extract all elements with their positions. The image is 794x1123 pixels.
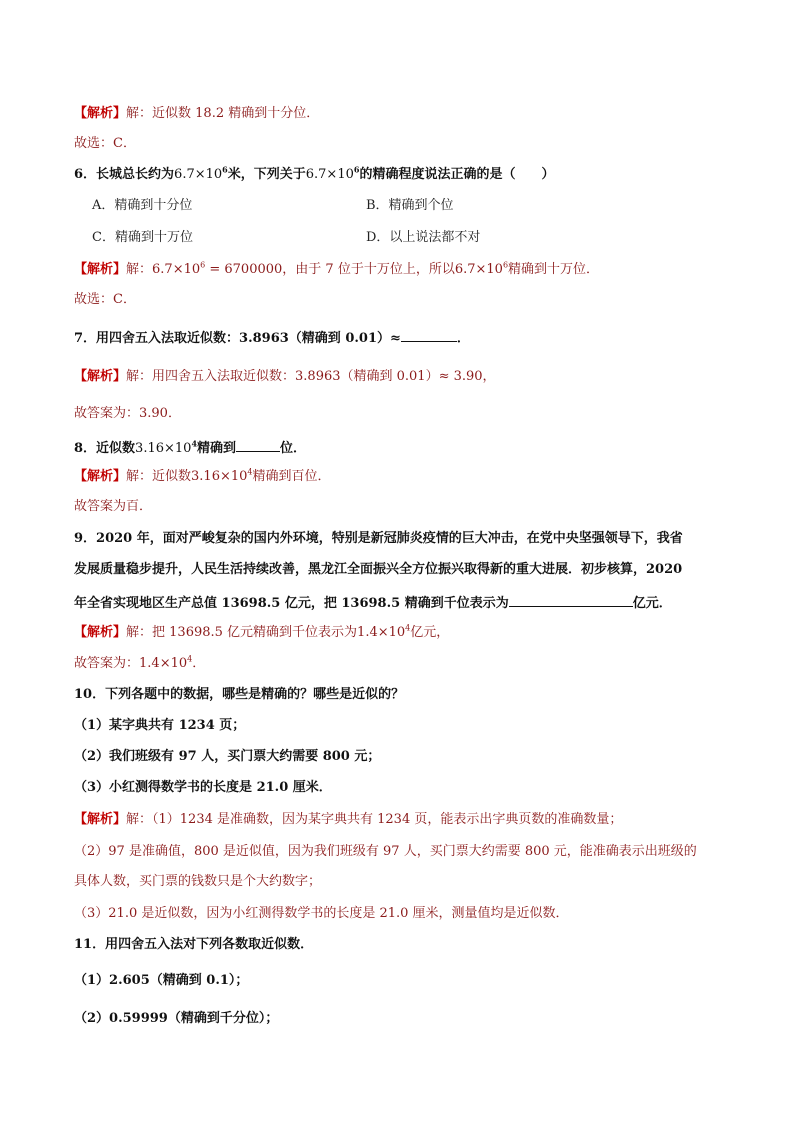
answer-5: 故选：C． <box>74 136 136 151</box>
analysis-9: 【解析】解：把 13698.5 亿元精确到千位表示为$1.4\times 10^4$亿元， <box>74 623 450 640</box>
option-b: B．精确到个位 <box>366 198 454 213</box>
answer-blank <box>509 592 633 607</box>
analysis-8: 【解析】解：近似数$3.16\times 10^4$精确到百位． <box>74 467 331 484</box>
question-10: 10．下列各题中的数据，哪些是精确的？哪些是近似的？ <box>74 687 405 702</box>
option-d: D．以上说法都不对 <box>366 230 481 245</box>
option-a: A．精确到十分位 <box>92 198 193 213</box>
analysis-10-line-2: （2）97 是准确值，800 是近似值，因为我们班级有 97 人，买门票大约需要 800 元，能准确表示出班级的 <box>74 844 697 859</box>
analysis-5: 【解析】解：近似数 18.2 精确到十分位． <box>74 106 320 121</box>
analysis-10-line-1: 【解析】解：（1）1234 是准确数，因为某字典共有 1234 页，能表示出字典页数的准确数量； <box>74 812 623 827</box>
question-10-sub-3: （3）小红测得数学书的长度是 21.0 厘米． <box>74 780 332 795</box>
answer-8: 故答案为百． <box>74 499 153 514</box>
question-9-line-1: 9．2020 年，面对严峻复杂的国内外环境，特别是新冠肺炎疫情的巨大冲击，在党中央坚强领导下，我省 <box>74 531 683 546</box>
answer-9: 故答案为：$1.4\times 10^4$． <box>74 654 206 671</box>
question-8: 8．近似数$3.16\times 10^4$精确到 位． <box>74 438 307 456</box>
question-9-line-3: 年全省实现地区生产总值 13698.5 亿元，把 13698.5 精确到千位表示为 亿元． <box>74 592 672 613</box>
question-9-line-2: 发展质量稳步提升，人民生活持续改善，黑龙江全面振兴全方位振兴取得新的重大进展．初步核算，2020 <box>74 562 683 577</box>
answer-blank <box>401 327 457 342</box>
question-11-sub-1: （1）2.605（精确到 0.1）； <box>74 973 249 988</box>
analysis-10-line-3: 具体人数，买门票的钱数只是个大约数字； <box>74 874 322 889</box>
option-c: C．精确到十万位 <box>92 230 193 245</box>
question-11-sub-2: （2）0.59999（精确到千分位）； <box>74 1011 279 1026</box>
analysis-tag: 【解析】 <box>74 106 127 121</box>
question-10-sub-1: （1）某字典共有 1234 页； <box>74 718 246 733</box>
question-7: 7．用四舍五入法取近似数：3.8963（精确到 0.01）≈ ． <box>74 327 470 348</box>
question-11: 11．用四舍五入法对下列各数取近似数． <box>74 937 314 952</box>
answer-blank <box>236 437 280 452</box>
analysis-10-line-4: （3）21.0 是近似数，因为小红测得数学书的长度是 21.0 厘米，测量值均是近似数． <box>74 906 569 921</box>
analysis-6: 【解析】解：$6.7\times 10^6 = 6700000$，由于 7 位于十万位上，所以$6.7\times 10^6$精确到十万位． <box>74 260 600 277</box>
answer-6: 故选：C． <box>74 292 136 307</box>
answer-7: 故答案为：3.90． <box>74 406 181 421</box>
question-10-sub-2: （2）我们班级有 97 人，买门票大约需要 800 元； <box>74 749 381 764</box>
question-6: 6．长城总长约为$6.7\times 10^6$米，下列关于$6.7\times 10^6$的精确程度说法正确的是（ ） <box>74 164 555 182</box>
analysis-7: 【解析】解：用四舍五入法取近似数：3.8963（精确到 0.01）≈ 3.90， <box>74 369 496 384</box>
